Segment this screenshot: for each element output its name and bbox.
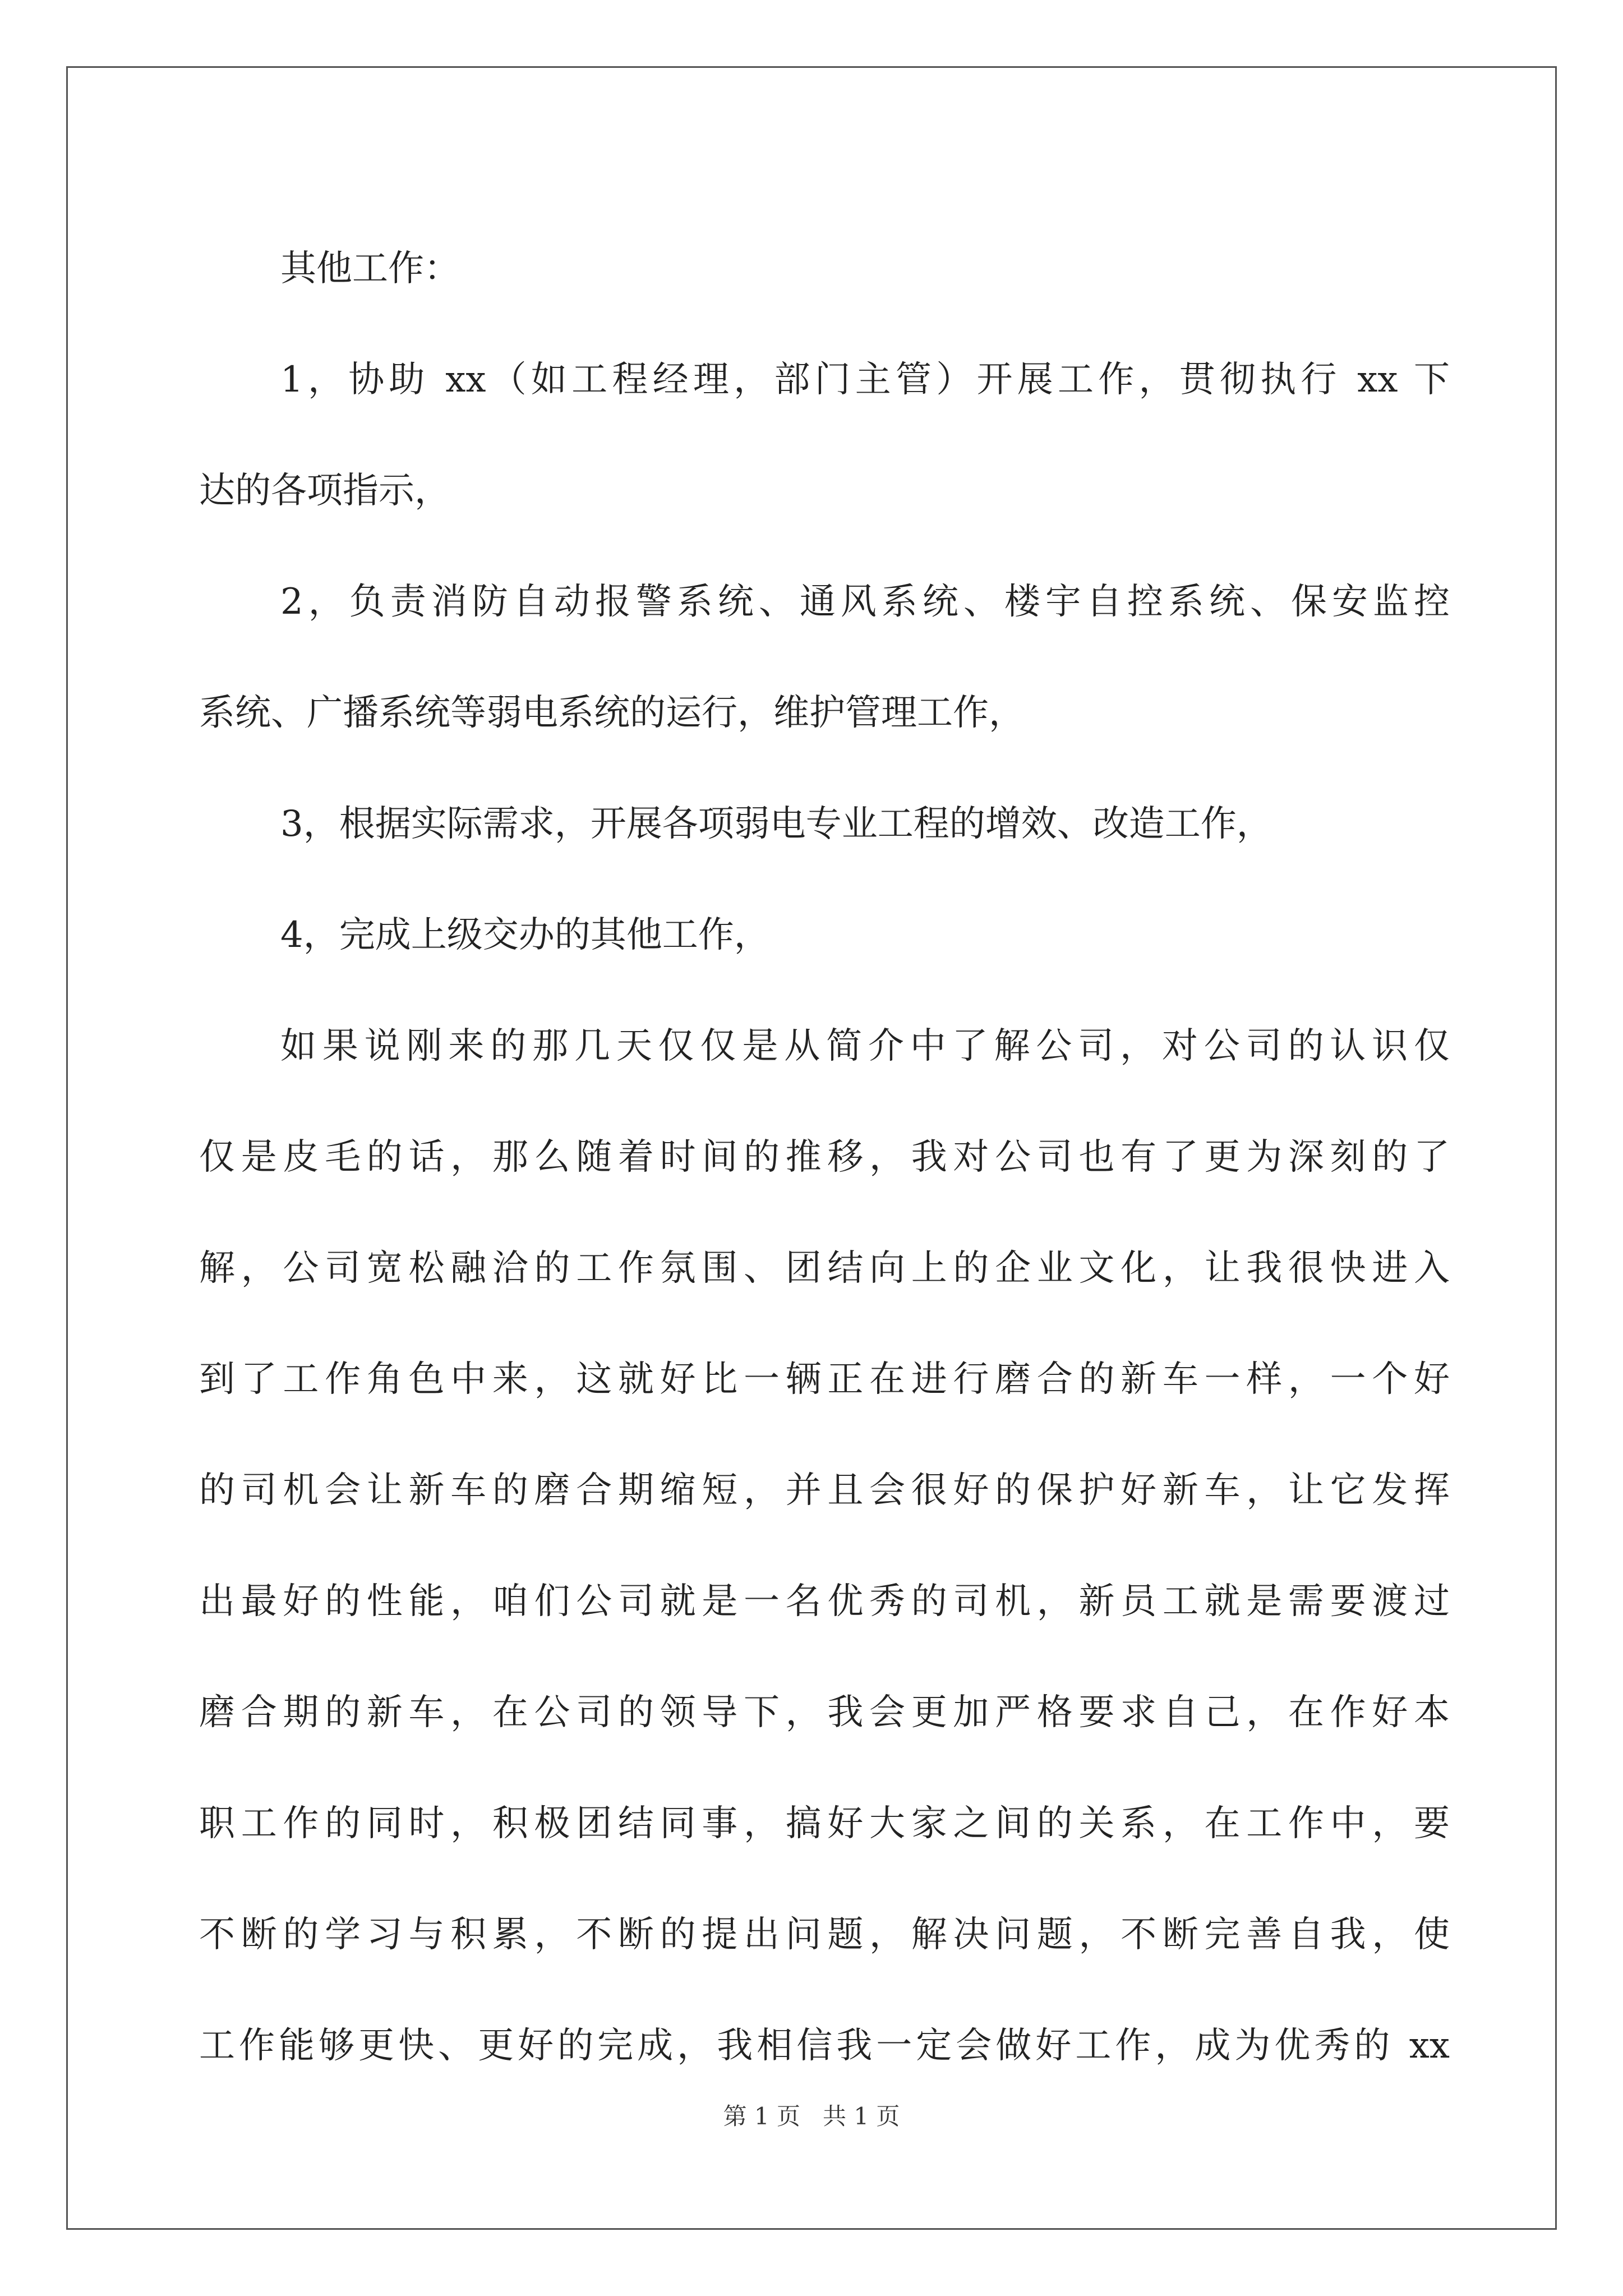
page-number: 第 1 页 — [723, 2102, 800, 2130]
text-line: 工作能够更快、更好的完成，我相信我一定会做好工作，成为优秀的 xx — [199, 2025, 1450, 2067]
page-footer — [0, 2098, 1623, 2132]
text-line: 其他工作： — [280, 248, 460, 289]
text-line: 系统、广播系统等弱电系统的运行，维护管理工作， — [199, 692, 1025, 734]
text-line: 3，根据实际需求，开展各项弱电专业工程的增效、改造工作， — [280, 803, 1272, 845]
text-line: 仅是皮毛的话，那么随着时间的推移，我对公司也有了更为深刻的了 — [199, 1137, 1450, 1178]
text-line: 出最好的性能，咱们公司就是一名优秀的司机，新员工就是需要渡过 — [199, 1581, 1450, 1622]
text-line: 不断的学习与积累，不断的提出问题，解决问题，不断完善自我，使 — [199, 1914, 1450, 1955]
text-line: 的司机会让新车的磨合期缩短，并且会很好的保护好新车，让它发挥 — [199, 1470, 1450, 1511]
text-line: 职工作的同时，积极团结同事，搞好大家之间的关系，在工作中，要 — [199, 1803, 1450, 1844]
text-line: 到了工作角色中来，这就好比一辆正在进行磨合的新车一样，一个好 — [199, 1359, 1450, 1400]
document-body — [199, 213, 1450, 2101]
text-line: 如果说刚来的那几天仅仅是从简介中了解公司，对公司的认识仅 — [280, 1025, 1450, 1067]
text-line: 磨合期的新车，在公司的领导下，我会更加严格要求自己，在作好本 — [199, 1692, 1450, 1733]
text-line: 解，公司宽松融洽的工作氛围、团结向上的企业文化，让我很快进入 — [199, 1248, 1450, 1289]
text-line: 达的各项指示， — [199, 470, 450, 512]
text-line: 4，完成上级交办的其他工作， — [280, 914, 770, 956]
text-line: 1，协助 xx（如工程经理，部门主管）开展工作，贯彻执行 xx 下 — [280, 359, 1450, 401]
text-line: 2，负责消防自动报警系统、通风系统、楼宇自控系统、保安监控 — [280, 581, 1450, 623]
page-total: 共 1 页 — [823, 2102, 900, 2130]
